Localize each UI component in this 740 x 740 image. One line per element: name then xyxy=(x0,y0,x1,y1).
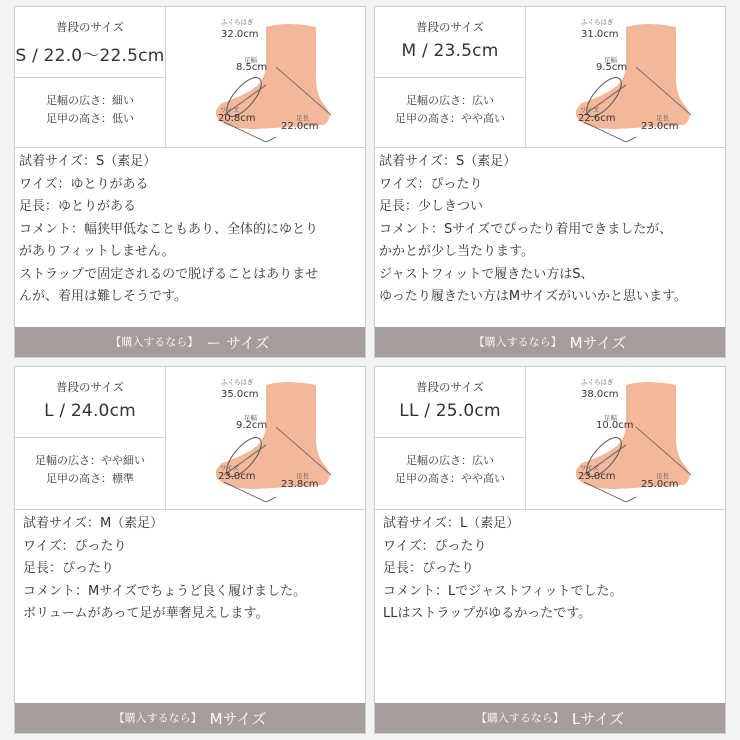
recommendation-lead: 【購入するなら】 xyxy=(473,335,562,349)
ankle-label: 足幅 xyxy=(244,414,257,422)
review-line: がありフィットしません。 xyxy=(19,244,175,259)
review-line: LLはストラップがゆるかったです。 xyxy=(383,606,592,621)
ankle-measure: 10.0cm xyxy=(596,420,634,431)
review-text xyxy=(19,151,361,309)
review-line: コメント：幅狭甲低なこともあり、全体的にゆとり xyxy=(19,221,319,237)
review-line: 試着サイズ：S（素足） xyxy=(19,154,157,169)
foot-illustration xyxy=(526,367,726,509)
review-line: ワイズ：ぴったり xyxy=(23,538,127,554)
foot-diagram xyxy=(526,7,725,147)
review-text xyxy=(379,151,721,309)
wise-measure: 22.6cm xyxy=(578,113,616,124)
review-line: ジャストフィットで履きたい方はS、 xyxy=(379,266,594,282)
fit-review-card xyxy=(374,366,726,734)
length-label: 足長 xyxy=(296,472,309,480)
calf-label: ふくらはぎ xyxy=(581,18,614,26)
review-line: んが、着用は難しそうです。 xyxy=(19,289,187,304)
size-summary xyxy=(375,7,725,148)
length-measure: 22.0cm xyxy=(281,121,319,132)
length-measure: 23.0cm xyxy=(641,121,679,132)
review-line: 足長：ぴったり xyxy=(23,561,115,576)
wise-label: ワイズ xyxy=(220,106,240,114)
review-line: 足長：ゆとりがある xyxy=(19,199,137,214)
review-line: 足長：ぴったり xyxy=(383,561,475,576)
usual-size-caption: 普段のサイズ xyxy=(55,380,125,394)
length-label: 足長 xyxy=(656,472,669,480)
recommendation-bar xyxy=(15,327,365,357)
size-summary xyxy=(15,367,365,510)
length-measure: 25.0cm xyxy=(641,479,679,490)
size-summary xyxy=(375,367,725,510)
fit-review-card xyxy=(14,6,366,358)
ankle-measure: 9.5cm xyxy=(596,62,628,73)
review-line: ワイズ：ぴったり xyxy=(383,538,487,554)
usual-size-caption: 普段のサイズ xyxy=(415,20,485,34)
recommended-size: Lサイズ xyxy=(571,709,625,728)
foot-shape-box xyxy=(15,438,165,506)
wise-measure: 23.0cm xyxy=(218,471,256,482)
usual-size-box xyxy=(375,7,525,78)
calf-measure: 32.0cm xyxy=(221,29,259,40)
review-line: コメント：Sサイズでぴったり着用できましたが、 xyxy=(379,221,673,237)
usual-size-value: S / 22.0〜22.5cm xyxy=(15,46,165,66)
ankle-label: 足幅 xyxy=(604,414,617,422)
foot-width-text: 足幅の広さ：広い xyxy=(406,94,494,107)
foot-illustration xyxy=(166,7,366,147)
length-label: 足長 xyxy=(296,114,309,122)
wise-measure: 23.0cm xyxy=(578,471,616,482)
calf-label: ふくらはぎ xyxy=(221,18,254,26)
calf-measure: 35.0cm xyxy=(221,389,259,400)
ankle-measure: 8.5cm xyxy=(236,62,268,73)
foot-shape-box xyxy=(375,438,525,506)
review-text xyxy=(383,513,721,626)
usual-size-value: LL / 25.0cm xyxy=(399,401,501,421)
review-line: 試着サイズ：S（素足） xyxy=(379,154,517,169)
review-line: コメント：Mサイズでちょうど良く履けました。 xyxy=(23,583,307,599)
fit-review-card xyxy=(14,366,366,734)
usual-size-box xyxy=(15,7,165,78)
fit-review-card xyxy=(374,6,726,358)
review-text xyxy=(23,513,361,626)
usual-size-box xyxy=(375,367,525,438)
wise-label: ワイズ xyxy=(580,106,600,114)
wise-label: ワイズ xyxy=(220,464,240,472)
foot-diagram xyxy=(166,7,365,147)
instep-height-text: 足甲の高さ：標準 xyxy=(46,472,134,485)
recommendation-lead: 【購入するなら】 xyxy=(110,335,199,349)
instep-height-text: 足甲の高さ：やや高い xyxy=(395,472,505,485)
review-line: かかとが少し当たります。 xyxy=(379,244,534,259)
ankle-label: 足幅 xyxy=(604,56,617,64)
instep-height-text: 足甲の高さ：やや高い xyxy=(395,112,505,125)
foot-width-text: 足幅の広さ：やや細い xyxy=(35,454,145,467)
foot-width-text: 足幅の広さ：広い xyxy=(406,454,494,467)
review-line: ストラップで固定されるので脱げることはありませ xyxy=(19,266,319,282)
review-line: ゆったり履きたい方はMサイズがいいかと思います。 xyxy=(379,289,688,304)
calf-measure: 31.0cm xyxy=(581,29,619,40)
calf-label: ふくらはぎ xyxy=(581,378,614,386)
recommended-size: Mサイズ xyxy=(209,709,267,728)
recommendation-lead: 【購入するなら】 xyxy=(113,711,202,725)
review-line: コメント：Lでジャストフィットでした。 xyxy=(383,583,623,599)
review-line: ボリュームがあって足が華奢見えします。 xyxy=(23,606,269,621)
foot-width-text: 足幅の広さ：細い xyxy=(46,94,134,107)
foot-illustration xyxy=(526,7,726,147)
foot-diagram xyxy=(166,367,365,509)
review-line: ワイズ：ぴったり xyxy=(379,176,483,192)
usual-size-box xyxy=(15,367,165,438)
calf-measure: 38.0cm xyxy=(581,389,619,400)
foot-shape-box xyxy=(375,78,525,146)
recommended-size: ー サイズ xyxy=(206,333,270,352)
usual-size-caption: 普段のサイズ xyxy=(415,380,485,394)
recommendation-bar xyxy=(375,327,725,357)
ankle-measure: 9.2cm xyxy=(236,420,268,431)
recommendation-bar xyxy=(375,703,725,733)
calf-label: ふくらはぎ xyxy=(221,378,254,386)
review-line: 試着サイズ：L（素足） xyxy=(383,516,520,531)
recommended-size: Mサイズ xyxy=(569,333,627,352)
size-summary xyxy=(15,7,365,148)
usual-size-caption: 普段のサイズ xyxy=(55,20,125,34)
usual-size-value: M / 23.5cm xyxy=(401,41,499,61)
foot-shape-box xyxy=(15,78,165,146)
ankle-label: 足幅 xyxy=(244,56,257,64)
length-measure: 23.8cm xyxy=(281,479,319,490)
length-label: 足長 xyxy=(656,114,669,122)
foot-illustration xyxy=(166,367,366,509)
wise-measure: 20.8cm xyxy=(218,113,256,124)
recommendation-lead: 【購入するなら】 xyxy=(475,711,564,725)
instep-height-text: 足甲の高さ：低い xyxy=(46,112,134,125)
wise-label: ワイズ xyxy=(580,464,600,472)
review-line: ワイズ：ゆとりがある xyxy=(19,176,149,192)
recommendation-bar xyxy=(15,703,365,733)
foot-diagram xyxy=(526,367,725,509)
review-line: 試着サイズ：M（素足） xyxy=(23,516,164,531)
review-line: 足長：少しきつい xyxy=(379,199,484,214)
usual-size-value: L / 24.0cm xyxy=(44,401,136,421)
